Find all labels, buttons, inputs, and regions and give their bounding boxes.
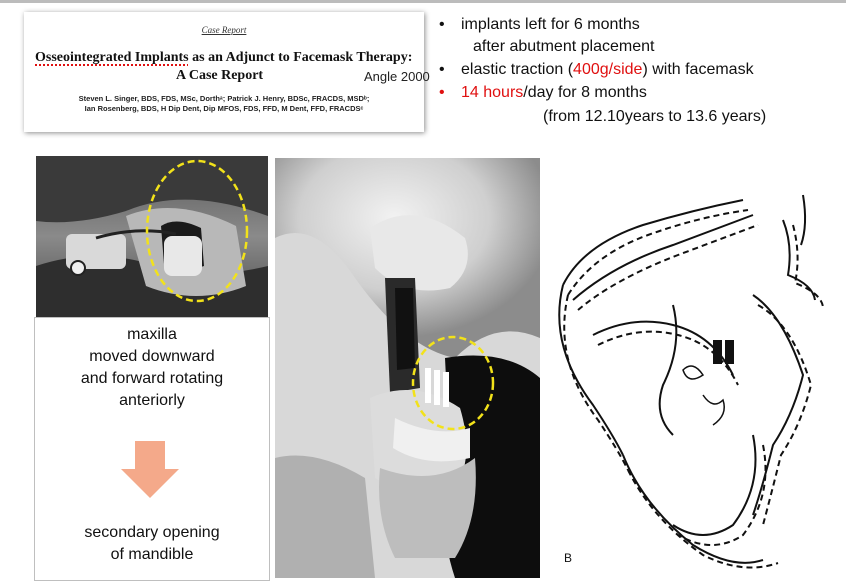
arrow-down-icon bbox=[119, 441, 181, 499]
finding-line-6: of mandible bbox=[110, 546, 194, 563]
finding-line-2: moved downward bbox=[89, 348, 215, 365]
bullet-3-post: /day for 8 months bbox=[523, 84, 647, 101]
author-line-2: Ian Rosenberg, BDS, H Dip Dent, Dip MFOS, FDS, FFD, M Dent, FFD, FRACDSᶜ bbox=[84, 104, 364, 113]
bullet-2-pre: elastic traction ( bbox=[461, 61, 574, 78]
bullet-2-text bbox=[461, 59, 754, 81]
finding-line-5: secondary opening bbox=[84, 524, 220, 541]
title-highlight: Osseointegrated Implants bbox=[35, 50, 189, 65]
finding-line-4: anteriorly bbox=[119, 392, 185, 409]
case-report-label: Case Report bbox=[201, 25, 247, 35]
bullet-1-line2: after abutment placement bbox=[473, 38, 655, 55]
article-title-line2: A Case Report bbox=[176, 68, 264, 83]
bullet-3-line2: (from 12.10years to 13.6 years) bbox=[543, 108, 767, 125]
top-divider bbox=[0, 0, 846, 3]
bullet-dot-red: • bbox=[439, 84, 445, 101]
intraoral-photo bbox=[36, 156, 268, 317]
bullet-2-post: ) with facemask bbox=[642, 61, 754, 78]
traction-force: 400g/side bbox=[573, 61, 643, 78]
finding-line-3: and forward rotating bbox=[80, 370, 224, 387]
hours-per-day: 14 hours bbox=[461, 84, 524, 101]
author-list bbox=[24, 94, 424, 114]
bullet-3-text bbox=[461, 82, 647, 104]
author-line-1: Steven L. Singer, BDS, FDS, MSc, Dorthᵃ; Patrick J. Henry, BDSc, FRACDS, MSDᵇ; bbox=[78, 94, 370, 103]
bullet-dot: • bbox=[439, 61, 445, 78]
cephalometric-xray bbox=[275, 158, 540, 578]
article-title bbox=[35, 50, 412, 66]
citation-box bbox=[24, 12, 430, 132]
journal-citation: Angle 2000 bbox=[364, 69, 430, 84]
bullet-1-line1: implants left for 6 months bbox=[461, 16, 640, 33]
cephalometric-tracing bbox=[553, 185, 838, 575]
title-rest: as an Adjunct to Facemask Therapy: bbox=[188, 50, 413, 65]
finding-line-1: maxilla bbox=[127, 326, 177, 343]
finding-box bbox=[34, 317, 270, 581]
figure-label: B bbox=[564, 551, 573, 565]
bullet-dot: • bbox=[439, 16, 445, 33]
